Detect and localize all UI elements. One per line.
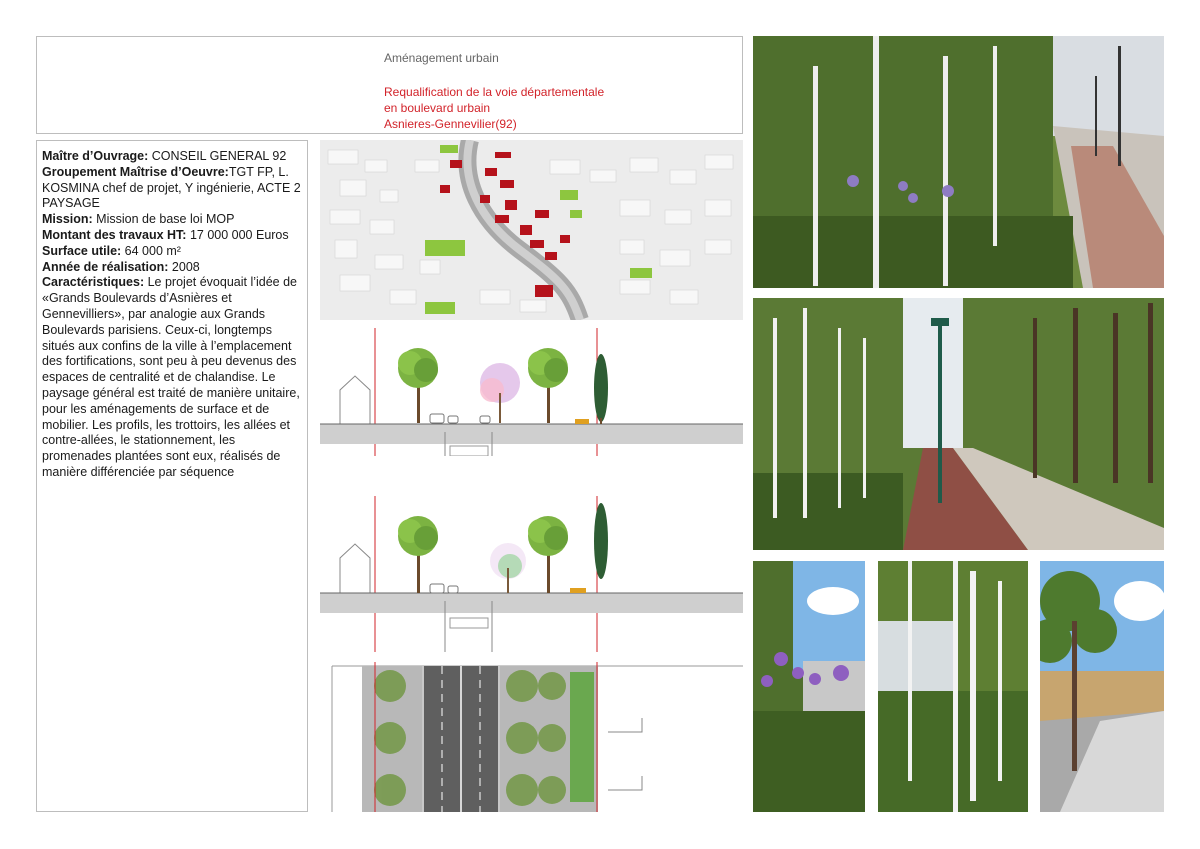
photo-sidewalk-trees [1040, 561, 1164, 812]
owner-label: Maître d’Ouvrage: [42, 149, 149, 163]
year-value: 2008 [168, 259, 200, 274]
title-line-2: en boulevard urbain [384, 101, 491, 115]
photo-tree-lined-promenade [753, 298, 1164, 550]
features-label: Caractéristiques: [42, 275, 145, 290]
surface-label: Surface utile: [42, 243, 122, 258]
street-section-2 [320, 496, 743, 652]
photo-boulevard-bike-path [753, 36, 1164, 288]
street-plan-view [320, 662, 743, 812]
title-line-3: Asnieres-Gennevilier(92) [384, 117, 517, 131]
mission-value: Mission de base loi MOP [92, 212, 235, 227]
team-label: Groupement Maîtrise d’Oeuvre: [42, 164, 229, 179]
owner-value: CONSEIL GENERAL 92 [148, 149, 287, 163]
features-value: Le projet évoquait l’idée de «Grands Boulevards d’Asnières et Gennevilliers», par analogie aux Grands Boulevards parisiens. Ceux-ci, longtemps situés aux confins de la ville à l’emplacement des fortifications, sont peu à peu devenus des espaces de centralité et de chalandise. Le paysage général est traité de manière unitaire, pour les aménagements de surface et de mobilier. Les profils, les trottoirs, les allées et contre-allées, le stationnement, les promenades plantées sont eux, réalisés de manière différenciée par séquence [42, 275, 300, 479]
photo-birch-grove [878, 561, 1028, 812]
mission-label: Mission: [42, 212, 93, 227]
project-description [42, 149, 304, 481]
team-value: TGT FP, L. KOSMINA chef de projet, Y ingénierie, ACTE 2 PAYSAGE [42, 164, 301, 211]
project-category: Aménagement urbain [384, 51, 499, 65]
amount-value: 17 000 000 Euros [186, 227, 289, 242]
title-line-1: Requalification de la voie départementale [384, 85, 605, 99]
project-title [384, 84, 604, 132]
street-section-1 [320, 328, 743, 456]
photo-allium-plantings [753, 561, 865, 812]
project-description-panel [36, 140, 308, 812]
aerial-3d-view [320, 140, 743, 320]
project-header [36, 36, 743, 134]
amount-label: Montant des travaux HT: [42, 227, 187, 242]
surface-value: 64 000 m² [121, 243, 181, 258]
year-label: Année de réalisation: [42, 259, 169, 274]
